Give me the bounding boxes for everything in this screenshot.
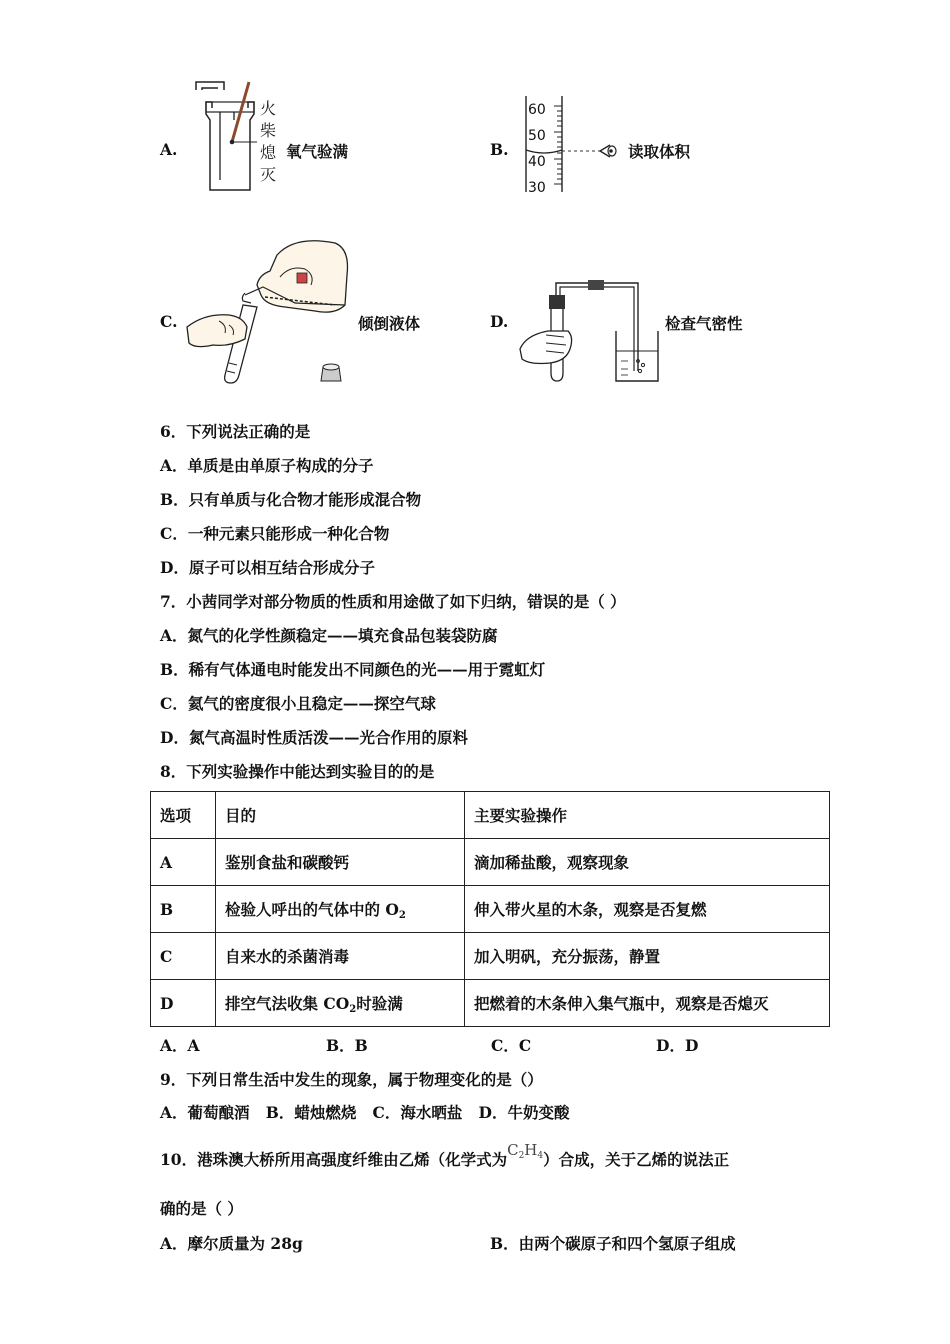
option-a-label: 氧气验满: [286, 142, 349, 161]
q7-stem: 7．小茜同学对部分物质的性质和用途做了如下归纳，错误的是（ ）: [160, 592, 626, 611]
q7-option-c: C．氦气的密度很小且稳定——探空气球: [160, 694, 436, 713]
q7-option-a: A．氮气的化学性颜稳定——填充食品包装袋防腐: [160, 626, 498, 645]
q8-answer-a: A．A: [160, 1036, 200, 1055]
cylinder-ticks: [528, 97, 546, 201]
table-row: [151, 980, 830, 1027]
q8-answer-c: C．C: [491, 1036, 532, 1055]
match-extinguish-label: [260, 98, 276, 186]
operation-cell: 伸入带火星的木条，观察是否复燃: [465, 886, 830, 933]
header-cell: 选项: [151, 792, 216, 839]
option-b-label: 读取体积: [628, 142, 691, 161]
q9-options: A．葡萄酿酒 B．蜡烛燃烧 C．海水晒盐 D．牛奶变酸: [160, 1103, 570, 1122]
option-cell: A: [151, 839, 216, 886]
option-cell: C: [151, 933, 216, 980]
fig-char: 柴: [260, 121, 277, 140]
q6-option-b: B．只有单质与化合物才能形成混合物: [160, 490, 422, 509]
q8-stem: 8．下列实验操作中能达到实验目的的是: [160, 762, 435, 781]
table-header-row: [151, 792, 830, 839]
goal-text-post: 时验满: [356, 993, 403, 1013]
goal-text: 检验人呼出的气体中的 O: [225, 899, 399, 919]
goal-cell: 自来水的杀菌消毒: [216, 933, 465, 980]
subscript: 2: [349, 1003, 357, 1015]
pour-liquid-figure: [185, 235, 355, 385]
q10-option-a: A．摩尔质量为 28g: [160, 1234, 303, 1253]
q10-stem-post: ）合成，关于乙烯的说法正: [543, 1150, 730, 1169]
fig-char: 火: [260, 99, 277, 118]
q10-stem-line2: 确的是（ ）: [160, 1199, 243, 1218]
formula-h: H: [524, 1141, 538, 1159]
q10-stem-pre: 10．港珠澳大桥所用高强度纤维由乙烯（化学式为: [160, 1150, 508, 1169]
formula-h-sub: 4: [537, 1151, 544, 1161]
goal-cell: [216, 886, 465, 933]
q6-option-a: A．单质是由单原子构成的分子: [160, 456, 374, 475]
operation-cell: 加入明矾，充分振荡，静置: [465, 933, 830, 980]
q8-table: [150, 791, 830, 1027]
operation-cell: 滴加稀盐酸，观察现象: [465, 839, 830, 886]
goal-cell: 鉴别食盐和碳酸钙: [216, 839, 465, 886]
q6-option-d: D．原子可以相互结合形成分子: [160, 558, 375, 577]
goal-text: 排空气法收集 CO: [225, 993, 350, 1013]
q8-answer-d: D．D: [656, 1036, 699, 1055]
tick-label: 40: [528, 154, 546, 170]
goal-cell: [216, 980, 465, 1027]
header-cell: 目的: [216, 792, 465, 839]
fig-char: 熄: [260, 143, 277, 162]
header-cell: 主要实验操作: [465, 792, 830, 839]
q10-option-b: B．由两个碳原子和四个氢原子组成: [490, 1234, 736, 1253]
table-row: [151, 839, 830, 886]
airtightness-figure: [518, 275, 663, 385]
option-d-label: 检查气密性: [665, 314, 743, 333]
option-a-letter: A.: [160, 140, 178, 159]
table-row: [151, 886, 830, 933]
operation-cell: 把燃着的木条伸入集气瓶中，观察是否熄灭: [465, 980, 830, 1027]
option-c-label: 倾倒液体: [358, 314, 421, 333]
option-cell: D: [151, 980, 216, 1027]
option-cell: B: [151, 886, 216, 933]
q6-stem: 6．下列说法正确的是: [160, 422, 311, 441]
q6-option-c: C．一种元素只能形成一种化合物: [160, 524, 390, 543]
subscript: 2: [398, 909, 406, 921]
tick-label: 60: [528, 102, 546, 118]
tick-label: 50: [528, 128, 546, 144]
fig-char: 灭: [260, 165, 277, 184]
option-c-letter: C.: [160, 312, 178, 331]
option-d-letter: D.: [490, 312, 509, 331]
q7-option-b: B．稀有气体通电时能发出不同颜色的光——用于霓虹灯: [160, 660, 546, 679]
q7-option-d: D．氮气高温时性质活泼——光合作用的原料: [160, 728, 468, 747]
ethylene-formula: [507, 1141, 543, 1159]
table-row: [151, 933, 830, 980]
option-b-letter: B.: [490, 140, 509, 159]
formula-c: C: [507, 1141, 519, 1159]
q9-stem: 9．下列日常生活中发生的现象，属于物理变化的是（）: [160, 1070, 543, 1089]
tick-label: 30: [528, 180, 546, 196]
q8-answer-b: B．B: [326, 1036, 368, 1055]
q10-stem: [160, 1141, 730, 1171]
formula-c-sub: 2: [518, 1151, 525, 1161]
